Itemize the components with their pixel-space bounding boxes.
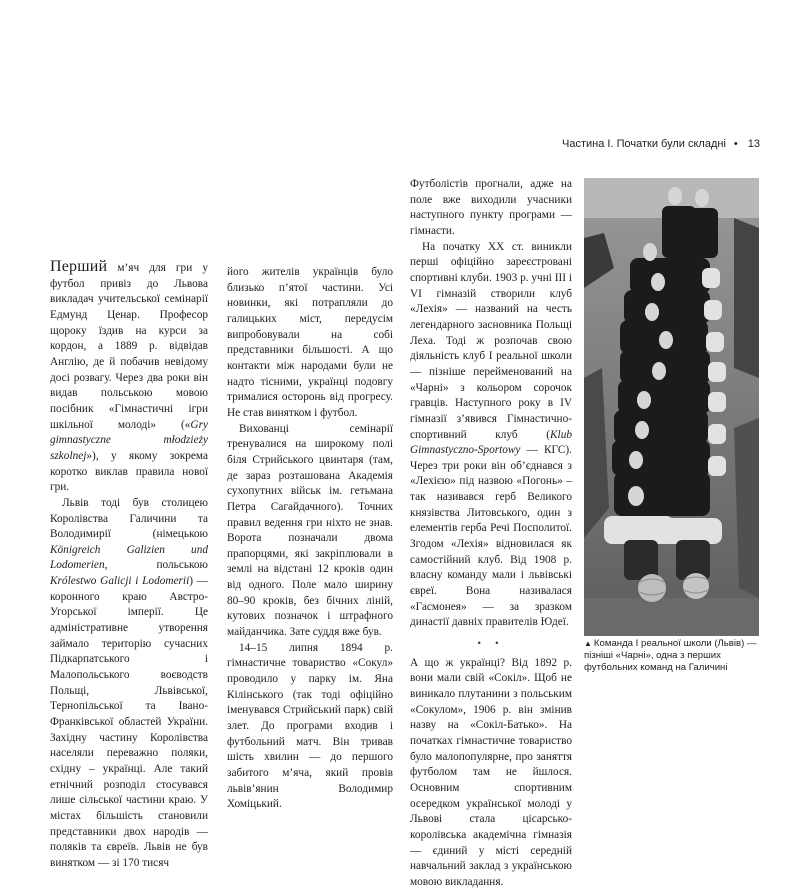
- paragraph: його жителів українців було близько п’ятої частини. Усі новинки, які потрапляли до галицьких міст, передусім випробовували на собі представники більшості. А що контакти між народами були не надто тісними, українці подовгу трималися осторонь від прогресу. Не став винятком і футбол.: [227, 266, 393, 419]
- opening-word: Перший: [50, 258, 108, 275]
- paragraph: На початку ХХ ст. виникли перші офіційно зареєстровані спортивні клуби. 1903 р. учні ІІІ і VІ гімназій створили клуб «Лехія» — названий на честь легендарного засновника Польщі Леха. Тоді ж розпочав свою діяльність клуб І реальної школи — пізніше перейменований на «Чарні» з кольором сорочок гравців. Наступного року в IV гімназії з’явився Гімнастично-спортивний клуб (Klub Gimnastyczno-Sportowy — КГС). Через три роки він об’єднався з «Лехією» під назвою «Погонь» – так називався герб Великого князівства Литовського, один з елементів герба Речі Посполитої. Згодом «Лехія» відновилася як самостійний клуб. Від 1908 р. власну команду мали і львівські євреї. Вона називалася «Гасмонея» — за зразком династії давніх правителів Юдеї.: [410, 240, 572, 629]
- paragraph: Львів тоді був столицею Королівства Галичини та Володимирії (німецькою Königreich Galizien und Lodomerien, польською Królestwo Galicji i Lodomerii) — коронного краю Австро-Угорської імперії. Це адміністративне утворення займало територію сучасних Підкарпатського і Малопольського воєводств Польщі, Львівської, Тернопільської та Івано-Франківської областей України. Західну частину Королівства населяли переважно поляки, східну – українці. Але такий етнічний розподіл стосувався лише сільської частини краю. У містах більшість становили представники двох народів — поляків та євреїв. Львів не був винятком — зі 170 тисяч: [50, 496, 209, 869]
- header-separator: •: [733, 138, 738, 150]
- caption-text: Команда І реальної школи (Львів) — пізніші «Чарні», одна з перших футбольних команд на Галичині: [584, 638, 757, 673]
- running-head: [562, 138, 760, 150]
- paragraph: Вихованці семінарії тренувалися на широкому полі біля Стрийського цвинтаря (там, де зараз розташована Академія сухопутних військ ім. гетьмана Петра Сагайдачного). Точних правил ведення гри ніхто не знав. Ворота позначали двома прапорцями, які закріплювали в землі на відстані 12 кроків один від одного. Поле мало ширину 80–90 кроків, без бічних ліній, кутових позначок і штрафного майданчика. Зате суддя вже був.: [227, 422, 393, 639]
- paragraph: А що ж українці? Від 1892 р. вони мали свій «Сокіл». Щоб не виникало плутанини з польським «Сокулом», 1906 р. він змінив назву на «Сокіл-Батько». На початках гімнастичне товариство було малопопулярне, про заняття футболом там не йшлося. Основним спортивним осередком української молоді у Львові стала цісарсько-королівська академічна гімназія — єдиний у місті середній навчальний заклад з українською мовою викладання.: [410, 656, 572, 888]
- paragraph: Футболістів прогнали, адже на поле вже виходили учасники наступного пункту програми — гімнасти.: [410, 178, 572, 237]
- photo-caption: [584, 638, 760, 674]
- caption-marker-icon: ▲: [584, 639, 592, 648]
- section-title: Частина I. Початки були складні: [562, 138, 726, 150]
- team-photo: [584, 178, 759, 636]
- page-number: 13: [747, 138, 760, 150]
- text-column-3: [410, 177, 572, 891]
- text-column-2: [227, 265, 393, 813]
- section-divider: • •: [477, 638, 505, 649]
- paragraph: 14–15 липня 1894 р. гімнастичне товариство «Сокул» проводило у парку ім. Яна Кілінського (так тоді офіційно іменувався Стрийський парк) свій злет. До програми входив і футбольний матч. Він тривав шість хвилин — до першого забитого м’яча, який провів львів’янин Володимир Хоміцький.: [227, 641, 393, 811]
- text-column-1: [50, 259, 208, 872]
- paragraph: Перший м’яч для гри у футбол привіз до Львова викладач учительської семінарії Едмунд Ценар. Професор щороку їздив на курси за кордон, а 1889 р. відвідав Англію, де й побачив невідому досі розвагу. Через два роки він видав польською мовою посібник «Гімнастичні ігри шкільної молоді» («Gry gimnastyczne młodzieży szkolnej»), у якому зокрема коротко виклав правила нової гри.: [50, 258, 208, 494]
